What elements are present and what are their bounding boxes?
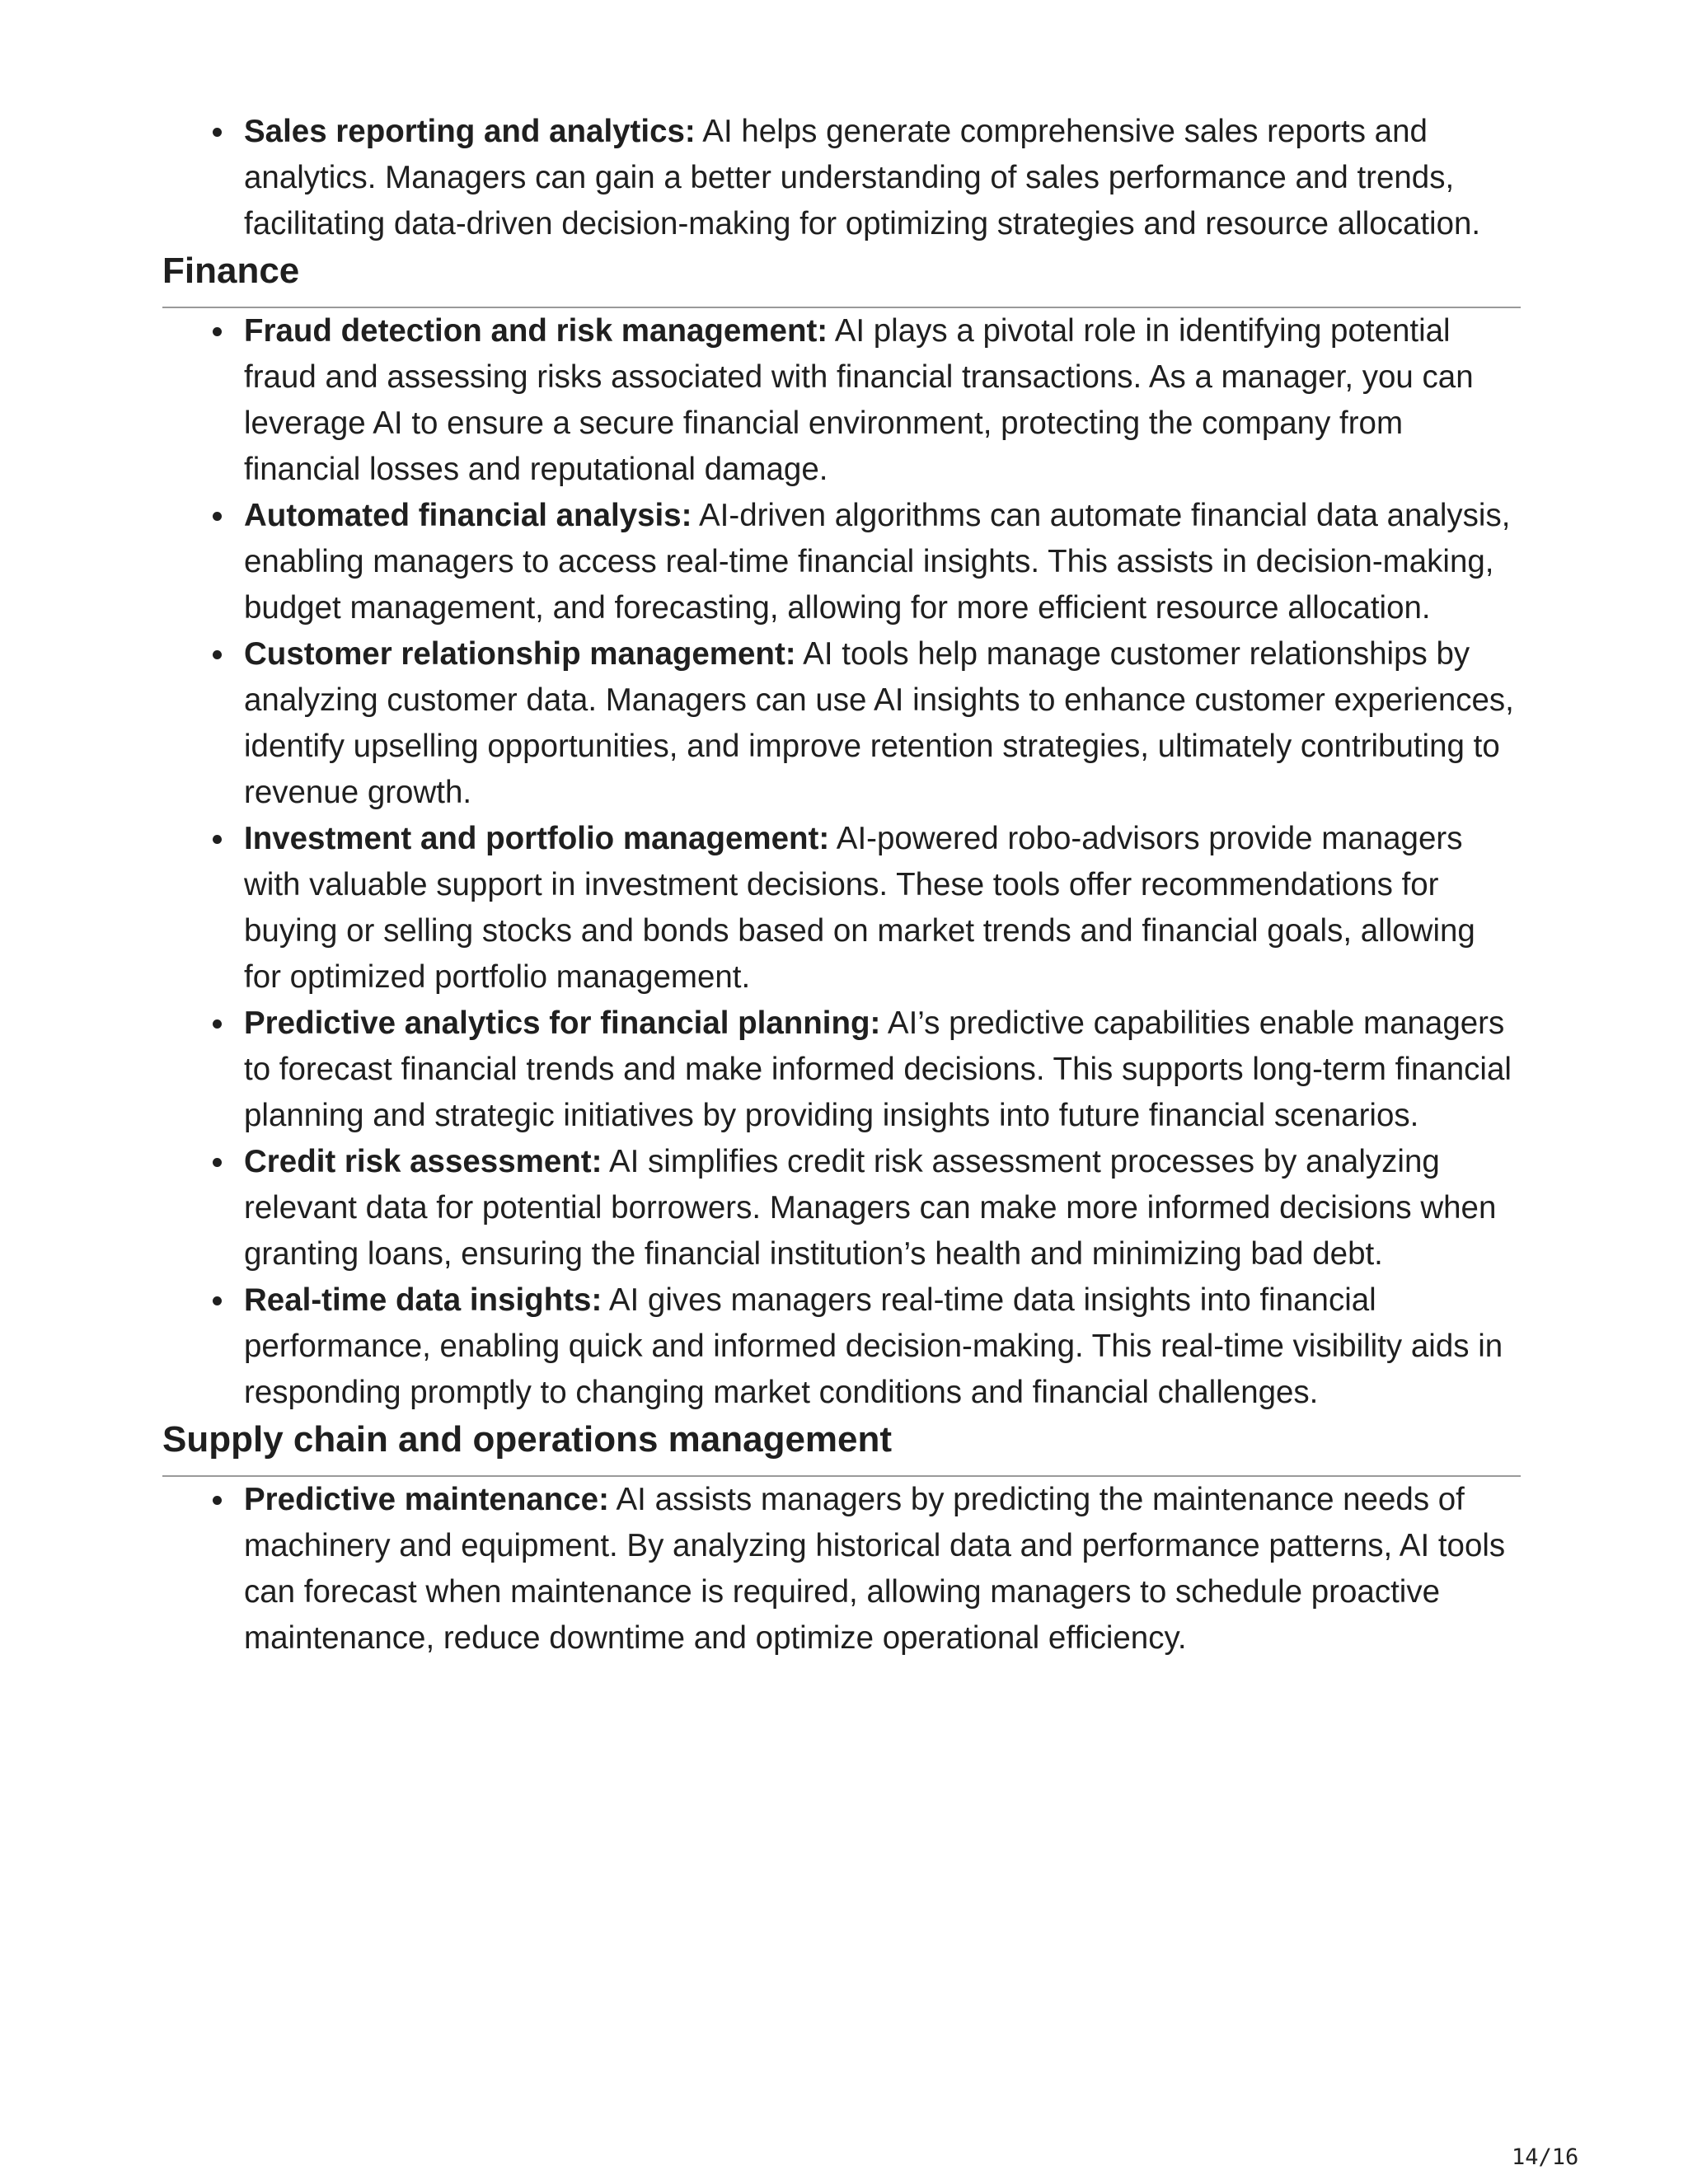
item-text: AI gives managers real-time data insights into financial performance, enabling quick and informed decision-making. This real-time visibility aids in responding promptly to changing market conditions and financial challenges. bbox=[244, 1282, 1503, 1410]
list-item bbox=[244, 631, 1521, 816]
item-text: AI helps generate comprehensive sales reports and analytics. Managers can gain a better understanding of sales performance and trends, facilitating data-driven decision-making for optimizing strategies and resource allocation. bbox=[244, 114, 1481, 241]
bullet-dot bbox=[213, 1496, 222, 1505]
item-text: AI-driven algorithms can automate financial data analysis, enabling managers to access real-time financial insights. This assists in decision-making, budget management, and forecasting, allowing for more efficient resource allocation. bbox=[244, 498, 1511, 626]
page-number: 14/16 bbox=[1512, 2144, 1579, 2170]
section-heading-finance: Finance bbox=[162, 247, 1521, 308]
item-label: Real-time data insights: bbox=[244, 1282, 603, 1318]
bullet-dot bbox=[213, 650, 222, 659]
bullet-dot bbox=[213, 835, 222, 844]
bullet-dot bbox=[213, 128, 222, 137]
item-text: AI-powered robo-advisors provide managers with valuable support in investment decisions. These tools offer recommendations for buying or selling stocks and bonds based on market trends and financial goals, allowing for optimized portfolio management. bbox=[244, 821, 1475, 995]
item-text: AI simplifies credit risk assessment processes by analyzing relevant data for potential borrowers. Managers can make more informed decisions when granting loans, ensuring the financial institution’s health and minimizing bad debt. bbox=[244, 1144, 1497, 1272]
list-item bbox=[244, 308, 1521, 493]
item-label: Predictive maintenance: bbox=[244, 1482, 609, 1517]
section-heading-supply-chain: Supply chain and operations management bbox=[162, 1416, 1521, 1477]
item-label: Predictive analytics for financial planning: bbox=[244, 1005, 881, 1041]
item-label: Customer relationship management: bbox=[244, 636, 796, 672]
sales-bullet-list bbox=[162, 109, 1521, 247]
item-text: AI’s predictive capabilities enable managers to forecast financial trends and make informed decisions. This supports long-term financial planning and strategic initiatives by providing insights into future financial scenarios. bbox=[244, 1005, 1512, 1133]
article-content bbox=[162, 109, 1521, 1661]
item-text: AI assists managers by predicting the maintenance needs of machinery and equipment. By analyzing historical data and performance patterns, AI tools can forecast when maintenance is required, allowing managers to schedule proactive maintenance, reduce downtime and optimize operational efficiency. bbox=[244, 1482, 1506, 1656]
list-item bbox=[244, 1001, 1521, 1139]
item-text: AI tools help manage customer relationships by analyzing customer data. Managers can use AI insights to enhance customer experiences, identify upselling opportunities, and improve retention strategies, ultimately contributing to revenue growth. bbox=[244, 636, 1514, 810]
list-item bbox=[244, 493, 1521, 631]
list-item bbox=[244, 1139, 1521, 1277]
list-item bbox=[244, 816, 1521, 1001]
list-item bbox=[244, 1277, 1521, 1416]
item-text: AI plays a pivotal role in identifying potential fraud and assessing risks associated with financial transactions. As a manager, you can leverage AI to ensure a secure financial environment, protecting the company from financial losses and reputational damage. bbox=[244, 313, 1474, 487]
bullet-dot bbox=[213, 1158, 222, 1167]
bullet-dot bbox=[213, 512, 222, 521]
item-label: Automated financial analysis: bbox=[244, 498, 692, 533]
bullet-dot bbox=[213, 327, 222, 336]
list-item bbox=[244, 109, 1521, 247]
item-label: Fraud detection and risk management: bbox=[244, 313, 828, 349]
item-label: Investment and portfolio management: bbox=[244, 821, 830, 856]
bullet-dot bbox=[213, 1296, 222, 1305]
supply-chain-bullet-list bbox=[162, 1477, 1521, 1661]
item-label: Credit risk assessment: bbox=[244, 1144, 603, 1179]
finance-bullet-list bbox=[162, 308, 1521, 1416]
bullet-dot bbox=[213, 1019, 222, 1029]
item-label: Sales reporting and analytics: bbox=[244, 114, 696, 149]
list-item bbox=[244, 1477, 1521, 1661]
